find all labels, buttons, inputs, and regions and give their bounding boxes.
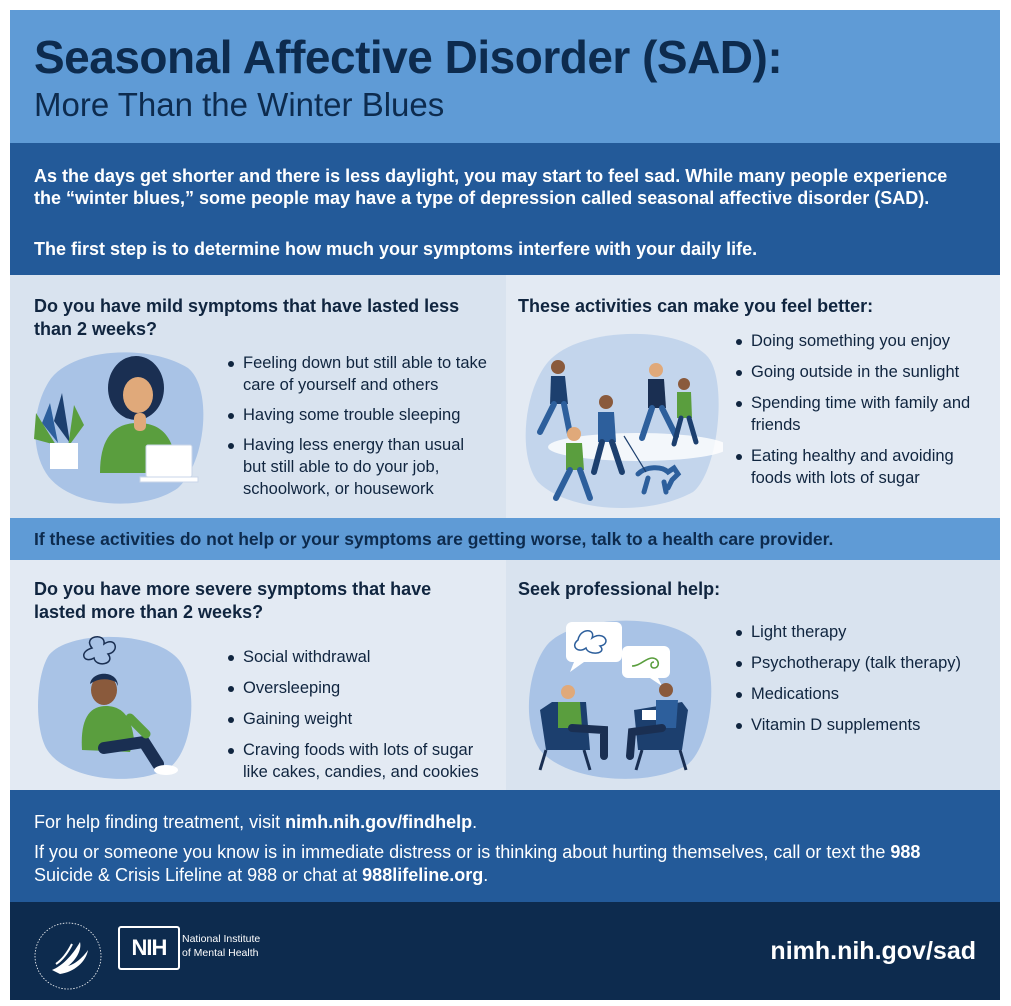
intro-first-step: The first step is to determine how much your symptoms interfere with your daily life.: [34, 239, 758, 259]
crisis-line: [34, 841, 974, 887]
activities-panel: [506, 275, 1000, 518]
list-item: Psychotherapy (talk therapy): [736, 652, 986, 674]
list-item: Light therapy: [736, 621, 986, 643]
intro-section: [10, 143, 1000, 275]
severe-symptoms-heading: Do you have more severe symptoms that have lasted more than 2 weeks?: [34, 579, 432, 622]
therapy-session-illustration: [522, 610, 712, 780]
sad-woman-illustration: [28, 343, 208, 508]
warning-band-text: If these activities do not help or your symptoms are getting worse, talk to a health care provider.: [34, 529, 834, 549]
professional-help-panel: [506, 560, 1000, 790]
sitting-man-illustration: [34, 630, 194, 780]
list-item: Craving foods with lots of sugar like cakes, candies, and cookies: [228, 739, 498, 783]
warning-band: [10, 518, 1000, 560]
page-subtitle: More Than the Winter Blues: [34, 86, 445, 123]
list-item: Having some trouble sleeping: [228, 404, 488, 426]
list-item: Spending time with family and friends: [736, 392, 986, 436]
findhelp-text: For help finding treatment, visit: [34, 812, 286, 832]
footer-url-link[interactable]: nimh.nih.gov/sad: [770, 937, 976, 965]
severe-symptoms-panel: [10, 560, 506, 790]
findhelp-period: .: [472, 812, 478, 832]
nimh-name: [182, 932, 260, 960]
intro-paragraph: As the days get shorter and there is less daylight, you may start to feel sad. While many people experience the “winter blues,” some people may have a type of depression called seasonal affective disorder (SAD).: [34, 166, 948, 208]
list-item: Social withdrawal: [228, 646, 498, 668]
crisis-text-mid: Suicide & Crisis Lifeline at 988 or chat at: [34, 865, 363, 885]
nih-logo-icon: [118, 926, 180, 970]
activities-heading: These activities can make you feel better:: [518, 296, 874, 316]
lifeline-link[interactable]: 988lifeline.org: [362, 865, 484, 885]
mild-symptoms-heading: Do you have mild symptoms that have lasted less than 2 weeks?: [34, 296, 460, 339]
lifeline-number: 988: [890, 842, 921, 862]
professional-help-heading: Seek professional help:: [518, 579, 721, 599]
page-title: Seasonal Affective Disorder (SAD):: [34, 31, 783, 83]
crisis-period: .: [483, 865, 489, 885]
nimh-name-line2: of Mental Health: [182, 947, 259, 959]
runners-illustration: [518, 322, 723, 512]
mild-symptoms-list: [228, 352, 488, 500]
nimh-name-line1: National Institute: [182, 933, 261, 945]
infographic: [10, 10, 1000, 1000]
footer: [10, 902, 1000, 1000]
help-section: [10, 790, 1000, 902]
findhelp-link[interactable]: nimh.nih.gov/findhelp: [285, 812, 473, 832]
list-item: Medications: [736, 683, 986, 705]
list-item: Going outside in the sunlight: [736, 361, 986, 383]
header: [10, 10, 1000, 143]
list-item: Oversleeping: [228, 677, 498, 699]
list-item: Gaining weight: [228, 708, 498, 730]
findhelp-line: [34, 812, 477, 833]
list-item: Eating healthy and avoiding foods with lots of sugar: [736, 445, 986, 489]
list-item: Having less energy than usual but still able to do your job, schoolwork, or housework: [228, 434, 488, 500]
list-item: Vitamin D supplements: [736, 714, 986, 736]
activities-list: [736, 330, 986, 489]
list-item: Doing something you enjoy: [736, 330, 986, 352]
professional-help-list: [736, 621, 986, 736]
list-item: Feeling down but still able to take care of yourself and others: [228, 352, 488, 396]
nih-logo-text: NIH: [131, 935, 167, 960]
crisis-text: If you or someone you know is in immediate distress or is thinking about hurting themselves, call or text the: [34, 842, 891, 862]
mild-symptoms-panel: [10, 275, 506, 518]
hhs-seal-icon: [32, 920, 104, 992]
severe-symptoms-list: [228, 646, 498, 783]
